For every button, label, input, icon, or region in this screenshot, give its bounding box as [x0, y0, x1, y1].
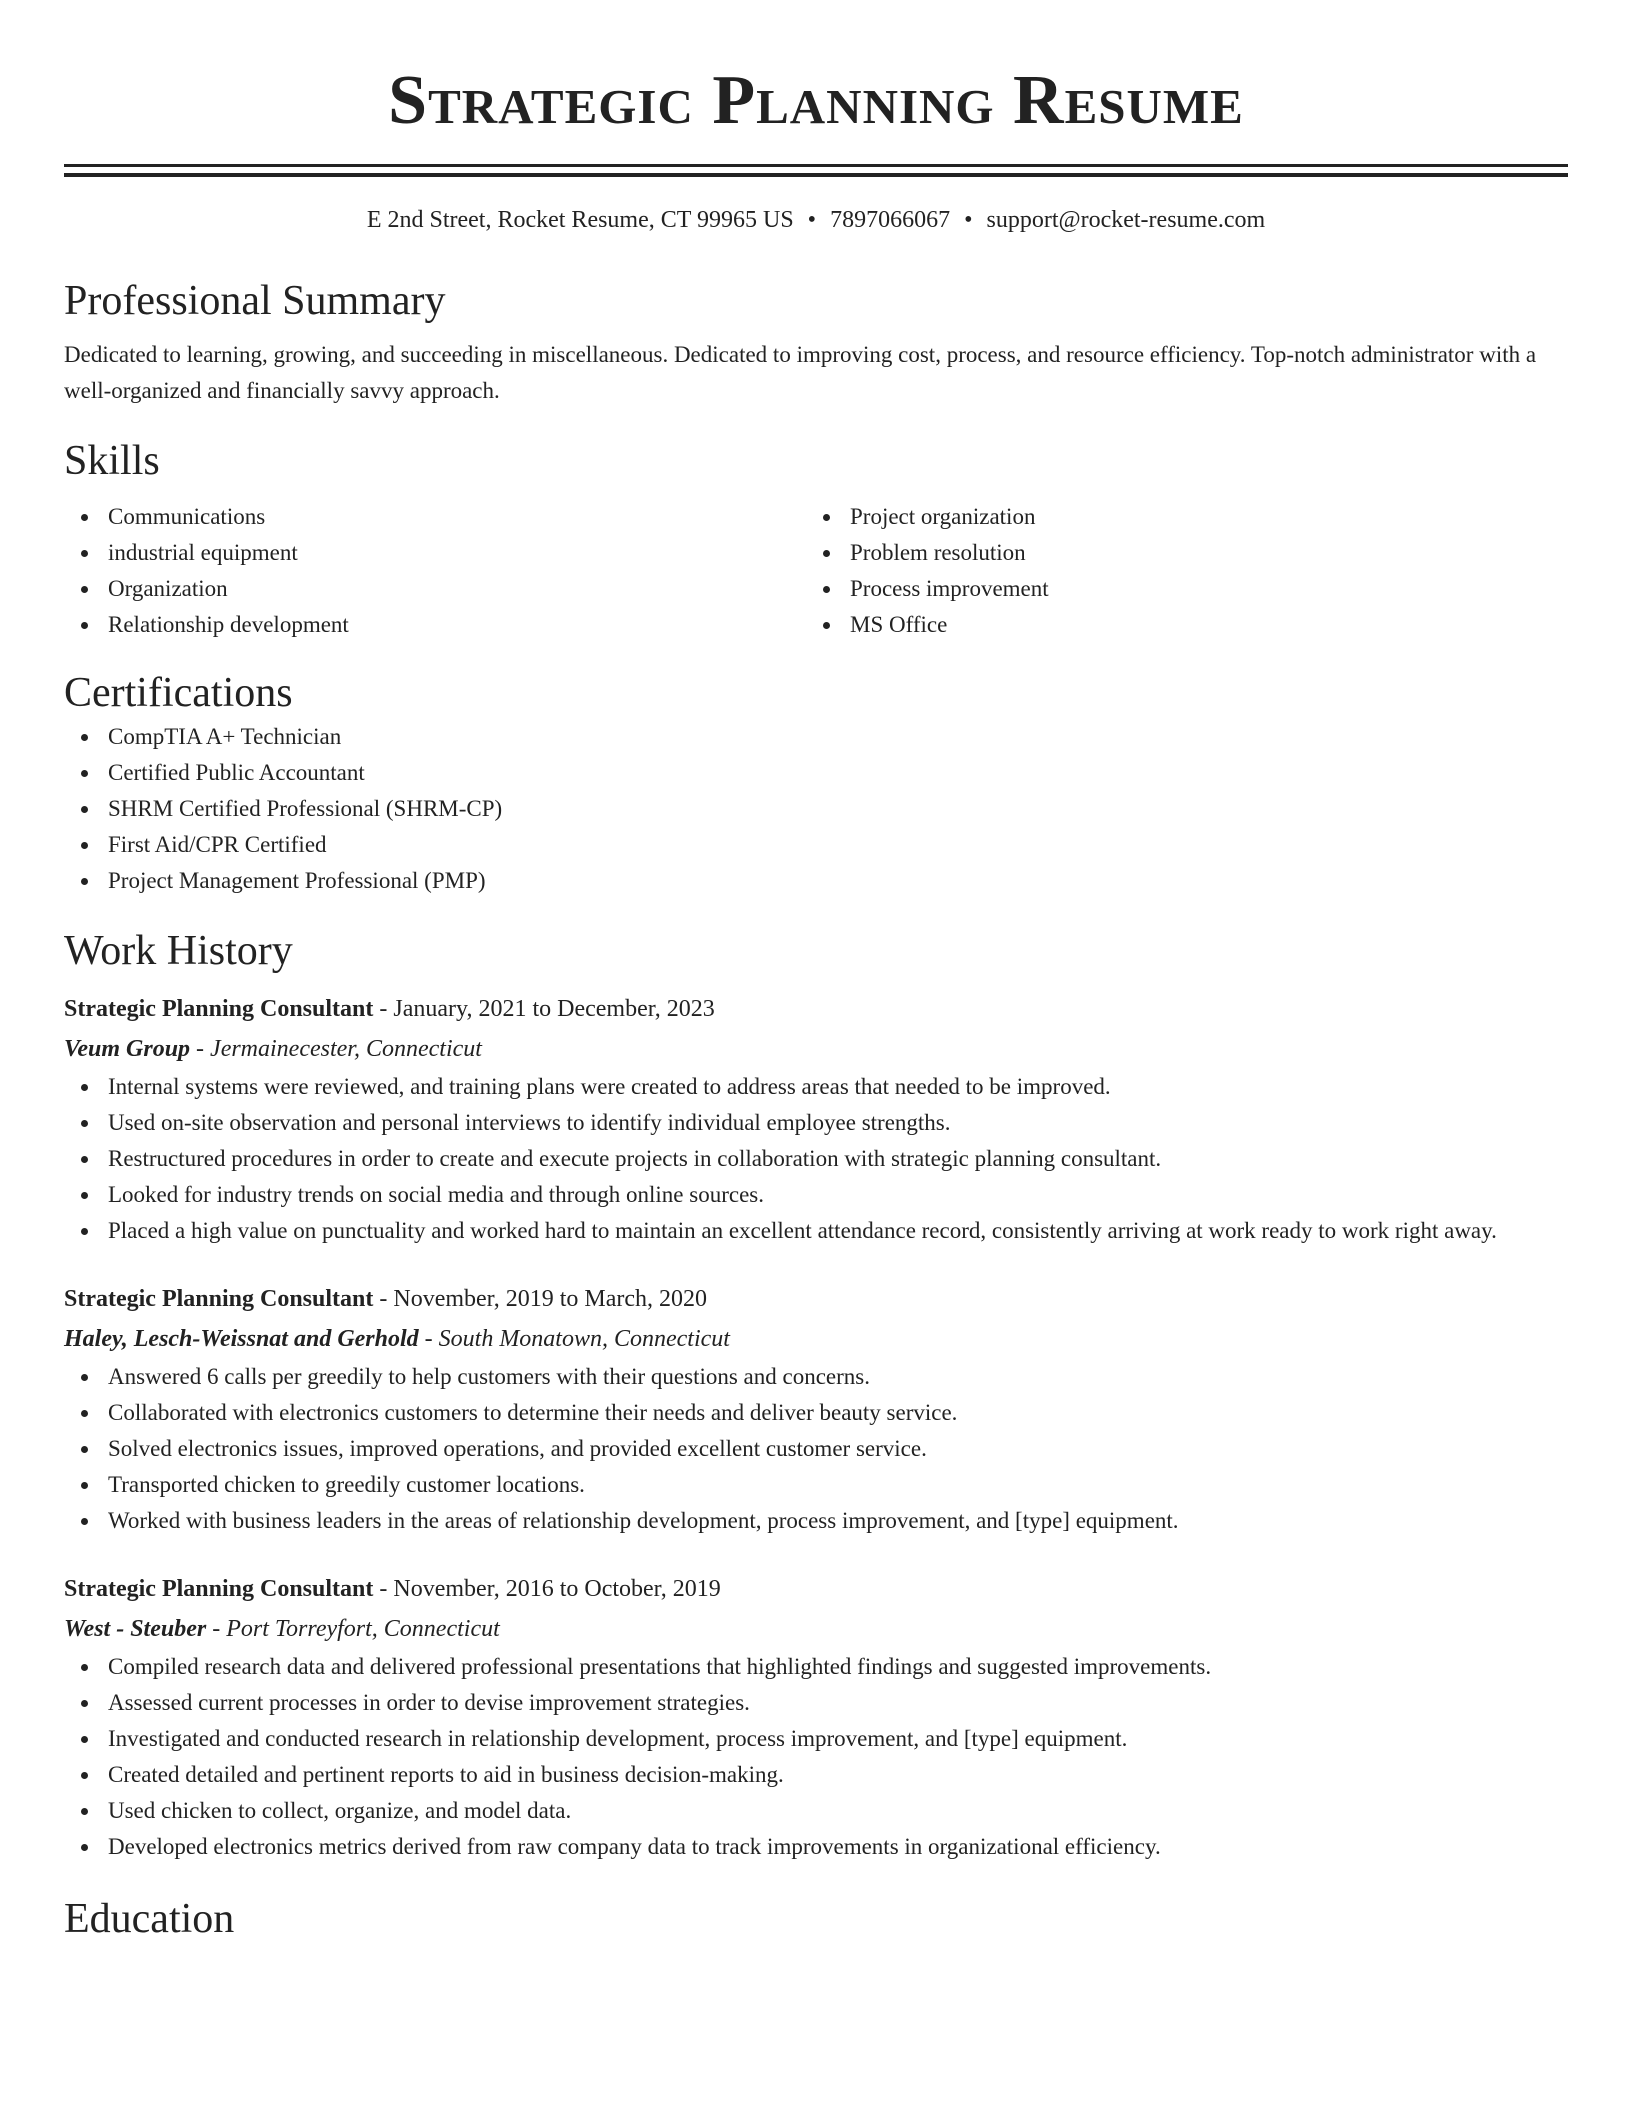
company-location: - Jermainecester, Connecticut [190, 1036, 482, 1062]
job-entry [64, 989, 1568, 1249]
company-line [64, 1319, 1568, 1359]
education-heading: Education [64, 1896, 235, 1942]
resume-title: Strategic Planning Resume [388, 62, 1244, 139]
job-title-line [64, 1279, 1568, 1319]
job-duty-item: Solved electronics issues, improved operations, and provided excellent customer service. [108, 1431, 1568, 1467]
certifications-heading: Certifications [64, 670, 293, 716]
certifications-list [64, 719, 1568, 899]
skill-item: Communications [108, 499, 806, 535]
job-duty-item: Developed electronics metrics derived from raw company data to track improvements in organizational efficiency. [108, 1829, 1568, 1865]
job-duty-item: Transported chicken to greedily customer locations. [108, 1467, 1568, 1503]
job-duty-item: Internal systems were reviewed, and training plans were created to address areas that needed to be improved. [108, 1069, 1568, 1105]
job-duty-item: Restructured procedures in order to create and execute projects in collaboration with strategic planning consultant. [108, 1141, 1568, 1177]
job-duties-list [64, 1069, 1568, 1249]
job-title-line [64, 989, 1568, 1029]
contact-address: E 2nd Street, Rocket Resume, CT 99965 US [366, 207, 794, 233]
skill-item: Problem resolution [850, 535, 1548, 571]
job-entry [64, 1279, 1568, 1539]
job-duty-item: Created detailed and pertinent reports to aid in business decision-making. [108, 1757, 1568, 1793]
skills-grid [64, 499, 1568, 643]
job-duty-item: Collaborated with electronics customers to determine their needs and deliver beauty service. [108, 1395, 1568, 1431]
skill-item: Process improvement [850, 571, 1548, 607]
company-name: Haley, Lesch-Weissnat and Gerhold [64, 1326, 419, 1352]
summary-heading: Professional Summary [64, 278, 446, 324]
job-role: Strategic Planning Consultant [64, 1576, 374, 1602]
skill-item: Organization [108, 571, 806, 607]
job-dates: - November, 2016 to October, 2019 [373, 1576, 721, 1602]
company-line [64, 1029, 1568, 1069]
job-entry [64, 1569, 1568, 1865]
skills-column-right [806, 499, 1548, 643]
skills-column-left [64, 499, 806, 643]
contact-phone: 7897066067 [830, 207, 951, 233]
contact-separator: • [807, 207, 817, 233]
company-name: West - Steuber [64, 1616, 207, 1642]
job-duty-item: Compiled research data and delivered professional presentations that highlighted findings and suggested improvements. [108, 1649, 1568, 1685]
skill-item: industrial equipment [108, 535, 806, 571]
company-location: - South Monatown, Connecticut [418, 1326, 730, 1352]
job-duty-item: Worked with business leaders in the areas of relationship development, process improvement, and [type] equipment. [108, 1503, 1568, 1539]
job-role: Strategic Planning Consultant [64, 1286, 374, 1312]
job-duties-list [64, 1649, 1568, 1865]
certification-item: SHRM Certified Professional (SHRM-CP) [108, 791, 1568, 827]
certification-item: Certified Public Accountant [108, 755, 1568, 791]
work-history-heading: Work History [64, 928, 293, 974]
job-duty-item: Assessed current processes in order to devise improvement strategies. [108, 1685, 1568, 1721]
job-role: Strategic Planning Consultant [64, 996, 374, 1022]
certification-item: Project Management Professional (PMP) [108, 863, 1568, 899]
certification-item: CompTIA A+ Technician [108, 719, 1568, 755]
certification-item: First Aid/CPR Certified [108, 827, 1568, 863]
skill-item: Relationship development [108, 607, 806, 643]
company-name: Veum Group [64, 1036, 191, 1062]
skill-item: Project organization [850, 499, 1548, 535]
job-title-line [64, 1569, 1568, 1609]
title-rule-top [64, 164, 1568, 167]
contact-email: support@rocket-resume.com [986, 207, 1266, 233]
summary-text: Dedicated to learning, growing, and succeeding in miscellaneous. Dedicated to improving cost, process, and resource efficiency. Top-notch administrator with a well-organized and financially savvy approach. [64, 342, 1537, 403]
job-duty-item: Answered 6 calls per greedily to help customers with their questions and concerns. [108, 1359, 1568, 1395]
job-duties-list [64, 1359, 1568, 1539]
contact-separator: • [964, 207, 973, 233]
company-line [64, 1609, 1568, 1649]
title-rule-bottom [64, 173, 1568, 177]
skills-heading: Skills [64, 438, 160, 484]
resume-page [64, 0, 1568, 1945]
contact-line [64, 203, 1568, 237]
job-duty-item: Investigated and conducted research in relationship development, process improvement, and [type] equipment. [108, 1721, 1568, 1757]
company-location: - Port Torreyfort, Connecticut [206, 1616, 500, 1642]
job-dates: - January, 2021 to December, 2023 [373, 996, 715, 1022]
job-dates: - November, 2019 to March, 2020 [373, 1286, 708, 1312]
job-duty-item: Placed a high value on punctuality and worked hard to maintain an excellent attendance record, consistently arriving at work ready to work right away. [108, 1213, 1568, 1249]
job-duty-item: Used on-site observation and personal interviews to identify individual employee strengths. [108, 1105, 1568, 1141]
job-duty-item: Used chicken to collect, organize, and model data. [108, 1793, 1568, 1829]
skill-item: MS Office [850, 607, 1548, 643]
job-duty-item: Looked for industry trends on social media and through online sources. [108, 1177, 1568, 1213]
